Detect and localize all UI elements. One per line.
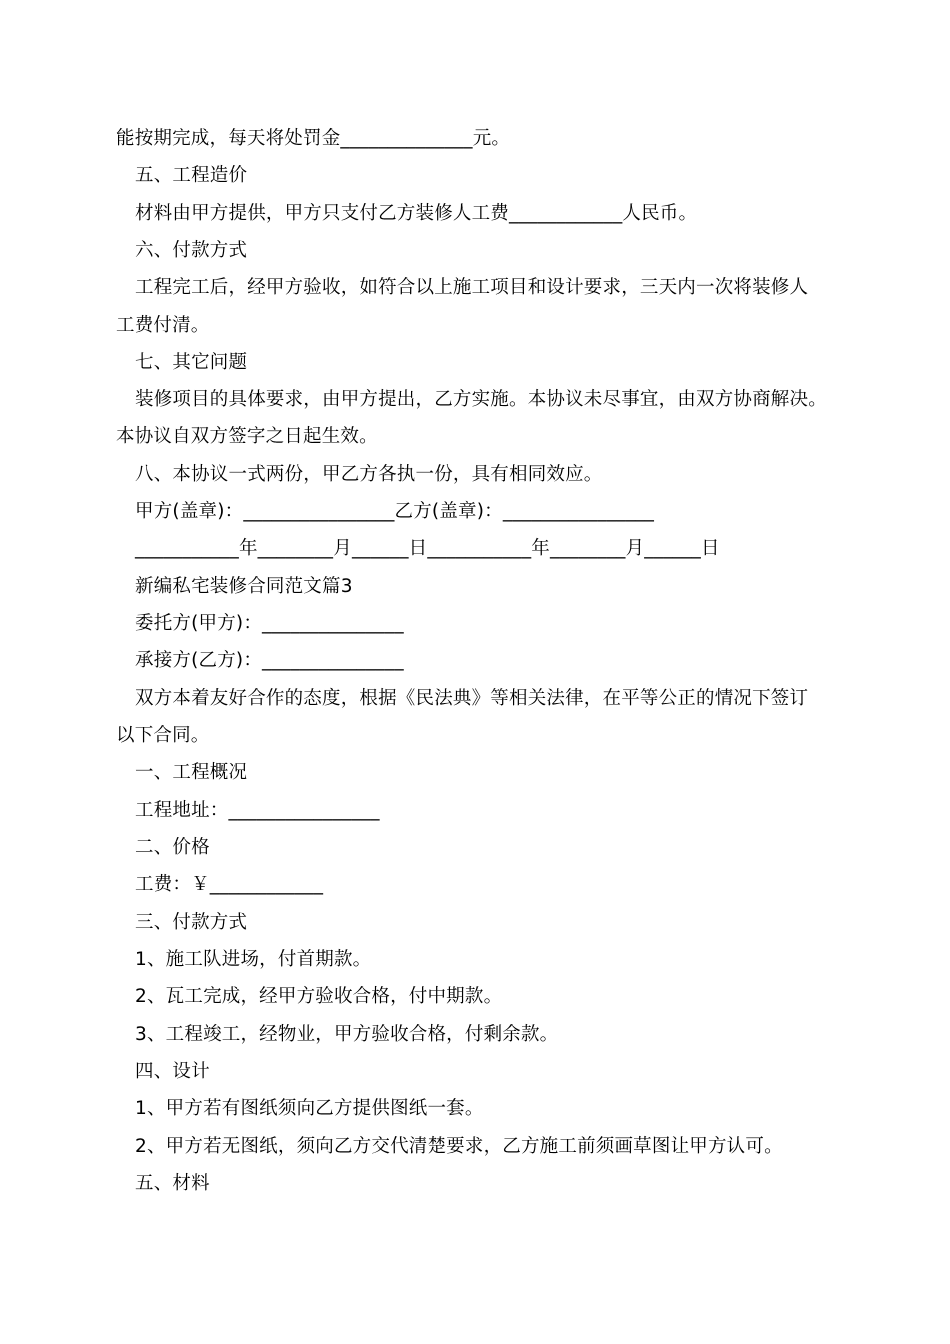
date-line: ___________年________月______日___________年________月______日 [135,538,720,559]
payment-item-1: 1、施工队进场，付首期款。 [135,949,372,970]
section-title: 新编私宅装修合同范文篇3 [135,576,353,597]
heading-payment-method-2: 三、付款方式 [135,912,248,933]
payment-item-3: 3、工程竣工，经物业，甲方验收合格，付剩余款。 [135,1024,559,1045]
heading-project-overview: 一、工程概况 [135,762,248,783]
heading-payment-method: 六、付款方式 [135,240,248,261]
labor-fee-field: 工费：￥____________ [135,874,324,895]
clause-payment-text: 工程完工后，经甲方验收，如符合以上施工项目和设计要求，三天内一次将装修人 [135,277,809,298]
project-address-field: 工程地址：________________ [135,800,380,821]
heading-design: 四、设计 [135,1061,210,1082]
preamble-text-cont: 以下合同。 [116,725,210,746]
clause-payment-text-cont: 工费付清。 [116,315,210,336]
clause-other-issues-text: 装修项目的具体要求，由甲方提出，乙方实施。本协议未尽事宜，由双方协商解决。 [135,389,827,410]
payment-item-2: 2、瓦工完成，经甲方验收合格，付中期款。 [135,986,503,1007]
design-item-2: 2、甲方若无图纸，须向乙方交代清楚要求，乙方施工前须画草图让甲方认可。 [135,1136,783,1157]
heading-price: 二、价格 [135,837,210,858]
clause-material-labor-fee: 材料由甲方提供，甲方只支付乙方装修人工费____________人民币。 [135,203,698,224]
design-item-1: 1、甲方若有图纸须向乙方提供图纸一套。 [135,1098,484,1119]
heading-project-cost: 五、工程造价 [135,165,248,186]
heading-materials: 五、材料 [135,1173,210,1194]
heading-other-issues: 七、其它问题 [135,352,248,373]
clause-copies: 八、本协议一式两份，甲乙方各执一份，具有相同效应。 [135,464,603,485]
party-b-field: 承接方(乙方)：_______________ [135,650,404,671]
signature-line: 甲方(盖章)：________________乙方(盖章)：________________ [135,501,655,522]
preamble-text: 双方本着友好合作的态度，根据《民法典》等相关法律，在平等公正的情况下签订 [135,688,809,709]
clause-penalty-text: 能按期完成，每天将处罚金______________元。 [116,128,511,149]
clause-effective-date: 本协议自双方签字之日起生效。 [116,426,378,447]
party-a-field: 委托方(甲方)：_______________ [135,613,404,634]
